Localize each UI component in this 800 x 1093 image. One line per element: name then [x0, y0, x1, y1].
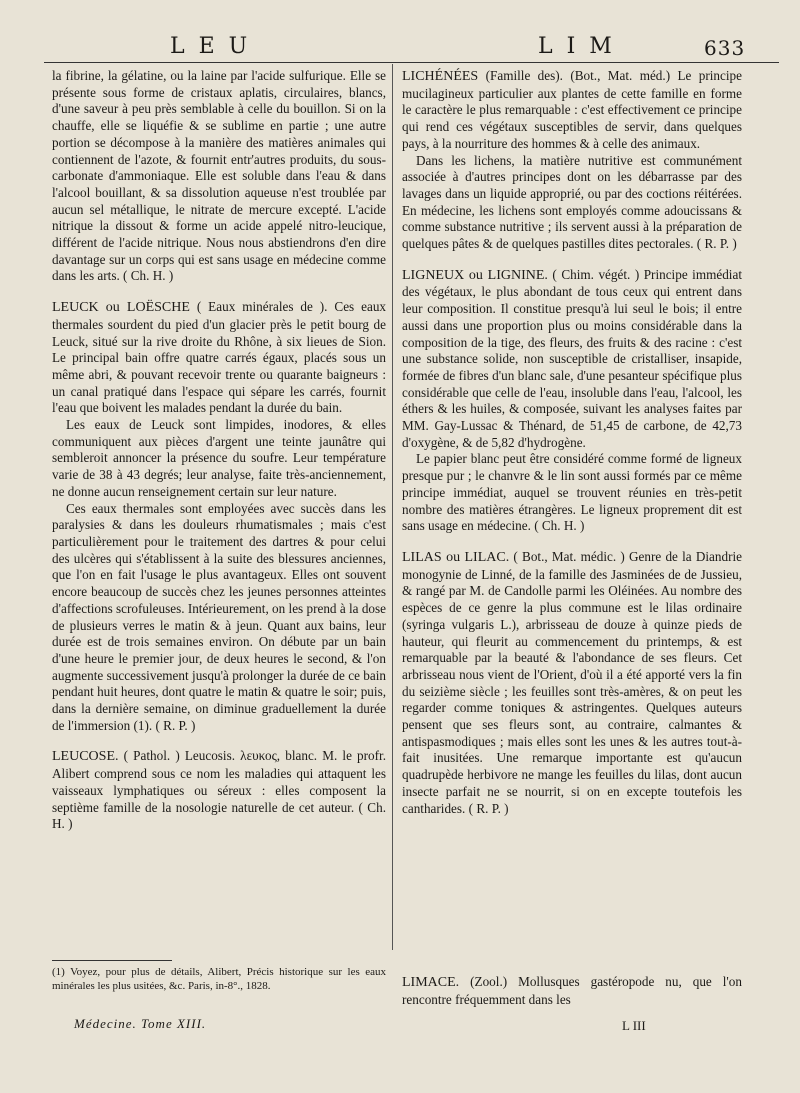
column-divider	[392, 64, 393, 950]
running-head-left: LEU	[170, 34, 262, 59]
dictionary-entry	[52, 748, 386, 833]
entry-limace	[402, 974, 742, 1008]
entry-text: ( Chim. végét. ) Principe immédiat des végétaux, le plus abondant de tous ceux qui entrent dans leur composition. Il constitue presqu'à lui seul le bois; il entre aussi dans une proportion plus ou moins considérable dans la composition de la tige, des fleurs, des fruits & des racine : c'est une substance solide, non susceptible de cristalliser, insapide, formée de fibres d'un blanc sale, d'une pesanteur spécifique plus considérable que celle de l'eau, insoluble dans l'eau, l'alcool, les éthers & les huiles, & composée, suivant les analyses faites par MM. Gay-Lussac & Thénard, de 51,45 de carbone, de 42,73 d'oxygène, & de 5,82 d'hydrogène.	[402, 266, 742, 450]
entry-text: ( Bot., Mat. médic. ) Genre de la Diandrie monogynie de Linné, de la famille des Jasminées de de Jussieu, & rangé par M. de Candolle parmi les Oléinées. Au nombre des espèces de ce genre la plus commune est le lilas ordinaire (syringa vulgaris L.), arbrisseau de douze à quinze pieds de hauteur, qui fleurit au commencement du printemps, & est remarquable par la beauté & l'abondance de ses fleurs. Cet arbrisseau nous vient de l'Orient, d'où il a été apporté vers la fin du seizième siècle ; les feuilles sont très-amères, & on peut les regarder comme toniques & astringentes. Quelques auteurs pensent que ses fleurs sont, au contraire, calmantes & antispasmodiques ; mais elles sont les unes & les autres tout-à-fait inusitées. Une remarque importante est qu'aucun quadrupède herbivore ne mange les feuilles du lilas, dont aucun insecte parfait ne se nourrit, si on en excepte toutefois les cantharides. ( R. P. )	[402, 548, 742, 816]
entry-headword: LICHÉNÉES	[402, 69, 479, 84]
entry-paragraph: Les eaux de Leuck sont limpides, inodores, & elles communiquent aux pièces d'argent une teinte jaunâtre qui sembleroit annoncer la présence du soufre. Leur température varie de 38 à 43 degrés; leur analyse, faite très-anciennement, ne donne aucun renseignement certain sur leur nature.	[52, 417, 386, 499]
entry-headword: LEUCK ou LOËSCHE	[52, 300, 190, 316]
entry-text: ( Pathol. ) Leucosis. λευκος, blanc. M. le profr. Alibert comprend sous ce nom les maladies qui attaquent les vaisseaux lymphatiques ou séreux : elles composent la septième famille de la nosologie naturelle de cet auteur. ( Ch. H. )	[52, 748, 386, 832]
entry-headword: LEUCOSE.	[52, 749, 119, 765]
right-column	[402, 64, 742, 817]
entry-headword: LIMACE.	[402, 975, 460, 990]
header-rule	[44, 62, 779, 63]
continued-paragraph: la fibrine, la gélatine, ou la laine par l'acide sulfurique. Elle se présente sous forme de cristaux aplatis, circulaires, blancs, d'une saveur à peu près semblable à celle du bouillon. Si on la chauffe, elle se liquéfie & se sublime en partie ; une autre portion se décompose à la manière des matières animales qui contiennent de l'azote, & fournit entr'autres produits, du sous-carbonate d'ammoniaque. Elle est soluble dans l'eau & dans l'alcool bouillant, & sa dissolution aqueuse n'est troublée par aucun sel métallique, le nitrate de mercure excepté. L'acide nitrique la dissout & forme un acide appelé nitro-leucique, différent de l'acide nitrique. Nous nous abstiendrons d'en dire davantage sur un corps qui est sans usage en médecine comme dans les arts. ( Ch. H. )	[52, 68, 386, 284]
entry-headword: LIGNEUX ou LIGNINE.	[402, 267, 548, 283]
page-number: 633	[704, 36, 746, 60]
running-head-right: LIM	[538, 34, 626, 59]
signature-mark: L III	[622, 1018, 646, 1033]
dictionary-entry	[402, 267, 742, 452]
dictionary-entry	[402, 549, 742, 817]
entry-paragraph: Ces eaux thermales sont employées avec succès dans les paralysies & dans les douleurs rhumatismales ; mais c'est particulièrement pour le traitement des dartres & pour celui des ulcères qui s'établissent à la suite des blessures anciennes, que l'on en fait l'usage le plus avantageux. Elles ont souvent encore beaucoup de succès chez les jeunes personnes atteintes d'affections scrofuleuses. Intérieurement, on les prend à la dose de plusieurs verres le matin & à jeun. Quant aux bains, leur durée est de trois semaines environ. On débute par un bain d'une heure le premier jour, de deux heures le second, & l'on augmente successivement jusqu'à prolonger la durée de ce bain pendant huit heures, dont quatre le matin & quatre le soir; puis, dans la dernière semaine, on diminue graduellement la durée de l'immersion (1). ( R. P. )	[52, 500, 386, 733]
entry-text: (Famille des). (Bot., Mat. méd.) Le principe mucilagineux particulier aux plantes de cette famille en forme le caractère le plus remarquable : c'est effectivement ce principe qui rend ces végétaux susceptibles de servir, dans quelques pays, à la nourriture des hommes & à celle des animaux.	[402, 68, 742, 151]
entry-headword: LILAS ou LILAC.	[402, 549, 510, 565]
left-column	[52, 64, 386, 833]
entry-text: (Zool.) Mollusques gastéropode nu, que l'on rencontre fréquemment dans les	[402, 974, 742, 1007]
dictionary-entry	[52, 299, 386, 417]
dictionary-entry	[402, 68, 742, 153]
entry-paragraph: Dans les lichens, la matière nutritive est communément associée à d'autres principes dont on les débarrasse par des lavages dans un liquide approprié, ou par des coctions réitérées. En médecine, les lichens sont employés comme adoucissans & comme substance nutritive ; ils servent aussi à la préparation de quelques pâtes & de quelques pastilles dites pectorales. ( R. P. )	[402, 152, 742, 252]
volume-footer: Médecine. Tome XIII.	[74, 1016, 207, 1031]
footnote: (1) Voyez, pour plus de détails, Alibert, Précis historique sur les eaux minérales les plus usitées, &c. Paris, in-8°., 1828.	[52, 966, 386, 992]
entry-text: ( Eaux minérales de ). Ces eaux thermales sourdent du pied d'un glacier près le petit bourg de Leuck, situé sur la rive droite du Rhône, à six lieues de Sion. Le principal bain offre quatre carrés égaux, placés sous un même abri, & pouvant recevoir trente ou quarante baigneurs : un canal pratiqué dans l'espace qui sépare les carrés, fournit l'eau que boivent les malades pendant la durée du bain.	[52, 299, 387, 416]
footnote-rule	[52, 960, 172, 961]
entry-paragraph: Le papier blanc peut être considéré comme formé de ligneux presque pur ; le chanvre & le lin sont aussi formés par ce même principe immédiat, auquel se trouvent réunies en très-petit nombre des matières étrangères. Le ligneux proprement dit est sans usage en médecine. ( Ch. H. )	[402, 451, 742, 534]
